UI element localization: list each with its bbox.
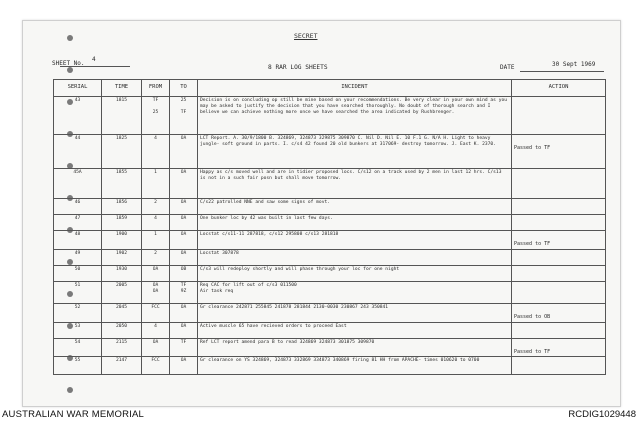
cell-time-text: 1815: [115, 98, 128, 103]
column-header-time: TIME: [102, 80, 142, 97]
cell-action: [512, 281, 606, 303]
cell-from: [142, 97, 170, 135]
cell-to-text: OA: [180, 250, 187, 256]
cell-to: [170, 249, 198, 265]
table-header-row: [54, 80, 606, 97]
cell-incident: [198, 215, 512, 231]
cell-incident: [198, 135, 512, 169]
sheet-number-underline: [60, 66, 130, 67]
cell-action: [512, 215, 606, 231]
cell-from-text: OA OA: [152, 282, 159, 294]
cell-from: [142, 135, 170, 169]
cell-serial: [54, 338, 102, 357]
cell-to: [170, 338, 198, 357]
cell-incident: [198, 231, 512, 250]
classification-marking: SECRET: [294, 32, 318, 40]
cell-from: [142, 265, 170, 281]
table-row: [54, 199, 606, 215]
cell-action: [512, 169, 606, 199]
cell-incident-text: C/s3 will redeploy shortly and will phase through your loc for one night: [200, 266, 400, 272]
cell-to: [170, 281, 198, 303]
cell-time: [102, 322, 142, 338]
column-header-action: ACTION: [512, 80, 606, 97]
cell-from-text: 2: [154, 250, 157, 256]
cell-action-text: Passed to TF: [514, 145, 551, 151]
cell-incident-text: Locstat 307878: [200, 250, 239, 256]
cell-serial: [54, 249, 102, 265]
cell-from: [142, 357, 170, 375]
cell-from-text: OA: [152, 339, 159, 345]
cell-time: [102, 169, 142, 199]
cell-from-text: 4: [154, 216, 157, 221]
cell-from-text: 4: [154, 136, 157, 141]
cell-from-text: 4: [154, 323, 157, 329]
cell-time-text: 2045: [115, 304, 128, 310]
cell-serial: [54, 265, 102, 281]
table-row: [54, 322, 606, 338]
table-row: [54, 135, 606, 169]
cell-serial-text: 55: [74, 358, 81, 364]
table-row: [54, 303, 606, 322]
cell-action: [512, 231, 606, 250]
cell-time: [102, 265, 142, 281]
date-value: 30 Sept 1969: [552, 61, 596, 68]
cell-to-text: OB: [180, 266, 187, 272]
cell-action: [512, 265, 606, 281]
table-row: [54, 215, 606, 231]
cell-to-text: OA: [180, 170, 187, 175]
cell-action-text: Passed to OB: [514, 313, 551, 320]
cell-action: [512, 135, 606, 169]
cell-incident: [198, 97, 512, 135]
footer-archive-name: AUSTRALIAN WAR MEMORIAL: [2, 409, 145, 420]
cell-from: [142, 322, 170, 338]
cell-serial-text: 53: [74, 323, 81, 329]
table-row: [54, 265, 606, 281]
column-header-serial: SERIAL: [54, 80, 102, 97]
cell-from: [142, 249, 170, 265]
column-header-to: TO: [170, 80, 198, 97]
cell-incident-text: Ref LCT report amend para B to read 324869 324873 301875 309870: [200, 339, 375, 345]
date-label: DATE: [500, 64, 515, 71]
date-underline: [520, 71, 604, 72]
cell-from-text: OA: [152, 266, 159, 272]
sheet-number-value: 4: [92, 56, 96, 63]
cell-serial: [54, 281, 102, 303]
cell-time-text: 1825: [115, 136, 128, 141]
cell-serial: [54, 303, 102, 322]
cell-serial: [54, 322, 102, 338]
cell-incident-text: Req CAC for lift out of c/s3 011500 Air task req: [200, 282, 297, 294]
cell-serial: [54, 169, 102, 199]
cell-time: [102, 97, 142, 135]
cell-serial: [54, 199, 102, 215]
cell-incident: [198, 338, 512, 357]
cell-time-text: 1900: [115, 232, 128, 237]
cell-serial-text: 51: [74, 282, 81, 288]
table-row: [54, 249, 606, 265]
cell-to: [170, 199, 198, 215]
cell-time-text: 1930: [115, 266, 128, 272]
cell-action: [512, 338, 606, 357]
cell-time-text: 2147: [115, 358, 128, 364]
cell-incident-text: Decision is on concluding op still be mine based on your recommendations. Be very clear in your own mind as you may be asked to justify the decision that you have searched thoroughly. No doubt of thorough search and I believe we can achieve nothing more once we have searched the area indicated by Rushbrenger.: [200, 98, 507, 115]
cell-action: [512, 303, 606, 322]
cell-incident: [198, 357, 512, 375]
cell-time: [102, 135, 142, 169]
sheet-number-label: SHEET No.: [52, 60, 85, 67]
cell-to: [170, 135, 198, 169]
cell-incident-text: Gr clearance 242871 255845 241878 281844 2130-0030 230867 243 350841: [200, 304, 389, 310]
cell-from: [142, 303, 170, 322]
cell-time-text: 2050: [115, 323, 128, 329]
cell-time-text: 2005: [115, 282, 128, 288]
punch-hole: [67, 67, 73, 73]
cell-to-text: OA: [180, 358, 187, 364]
cell-to: [170, 215, 198, 231]
cell-action: [512, 322, 606, 338]
cell-serial-text: 50: [74, 266, 81, 272]
cell-time: [102, 338, 142, 357]
cell-to: [170, 265, 198, 281]
cell-incident: [198, 281, 512, 303]
cell-to-text: 25 TF: [180, 98, 187, 115]
cell-time: [102, 199, 142, 215]
cell-serial-text: 45A: [73, 170, 82, 175]
cell-incident: [198, 169, 512, 199]
table-row: [54, 231, 606, 250]
cell-serial-text: 48: [74, 232, 81, 237]
cell-time-text: 1856: [115, 200, 128, 205]
cell-to-text: OA: [180, 232, 187, 237]
cell-to-text: TF 9Z: [180, 282, 187, 294]
table-row: [54, 338, 606, 357]
cell-from-text: 2: [154, 200, 157, 205]
cell-action: [512, 249, 606, 265]
cell-time: [102, 231, 142, 250]
cell-serial: [54, 231, 102, 250]
cell-time: [102, 249, 142, 265]
cell-action: [512, 357, 606, 375]
cell-time-text: 1855: [115, 170, 128, 175]
cell-to: [170, 357, 198, 375]
cell-serial-text: 52: [74, 304, 81, 310]
cell-serial-text: 44: [74, 136, 81, 141]
cell-from: [142, 338, 170, 357]
column-header-from: FROM: [142, 80, 170, 97]
cell-incident: [198, 265, 512, 281]
cell-from-text: FCC: [151, 304, 160, 310]
cell-to-text: OA: [180, 136, 187, 141]
cell-to: [170, 97, 198, 135]
cell-incident: [198, 249, 512, 265]
cell-time: [102, 357, 142, 375]
table-row: [54, 169, 606, 199]
cell-from: [142, 231, 170, 250]
cell-from-text: FCC: [151, 358, 160, 364]
cell-serial: [54, 357, 102, 375]
cell-time: [102, 303, 142, 322]
cell-to: [170, 303, 198, 322]
cell-incident-text: Active muscle 65 have recieved orders to proceed East: [200, 323, 347, 329]
cell-time-text: 2115: [115, 339, 128, 345]
cell-serial: [54, 97, 102, 135]
cell-time-text: 1859: [115, 216, 128, 221]
cell-action: [512, 199, 606, 215]
cell-incident-text: Gr clearance on YS 324869, 324873 332869 334873 340869 firing 81 HH from APACHE- times 010620 to 0700: [200, 358, 480, 364]
cell-serial: [54, 215, 102, 231]
cell-from: [142, 199, 170, 215]
cell-from-text: 1: [154, 170, 157, 175]
cell-incident: [198, 322, 512, 338]
cell-time-text: 1902: [115, 250, 128, 256]
footer-record-id: RCDIG1029448: [568, 409, 636, 420]
cell-incident-text: One bunker loc by 42 was built in last few days.: [200, 216, 333, 221]
cell-serial-text: 43: [74, 98, 81, 103]
column-header-incident: INCIDENT: [198, 80, 512, 97]
cell-incident-text: LCT Report. A. 30/9/1800 B. 324869, 324873 329875 309870 C. Nil D. Nil E. 10 F.1 G. N/A H. Light to heavy jungle- soft ground in parts. I. c/s4 42 found 20 old bunkers at 317069- destroy tomorrow. J. East K. 2370.: [200, 136, 496, 147]
cell-time: [102, 281, 142, 303]
log-table: [53, 79, 606, 375]
cell-serial-text: 46: [74, 200, 81, 205]
cell-action-text: Passed to TF: [514, 348, 551, 355]
cell-to-text: TF: [180, 339, 187, 345]
cell-to-text: OA: [180, 304, 187, 310]
cell-serial-text: 49: [74, 250, 81, 256]
cell-incident-text: C/s22 patrolled NNE and saw some signs of movt.: [200, 200, 330, 205]
cell-serial-text: 54: [74, 339, 81, 345]
cell-to-text: OA: [180, 200, 187, 205]
cell-incident-text: Happy as c/s moved well and are in tidier proposed locs. C/s12 on a track used by 2 men in last 12 hrs. C/s13 is not in a such fair posn but shall move tomorrow.: [200, 170, 502, 181]
cell-action-text: Passed to TF: [514, 241, 551, 247]
cell-serial: [54, 135, 102, 169]
cell-action: [512, 97, 606, 135]
cell-to-text: OA: [180, 216, 187, 221]
cell-from: [142, 215, 170, 231]
table-row: [54, 97, 606, 135]
cell-from: [142, 169, 170, 199]
log-table-body: [54, 97, 606, 375]
cell-to: [170, 322, 198, 338]
table-row: [54, 281, 606, 303]
cell-incident: [198, 303, 512, 322]
cell-from-text: TF 25: [152, 98, 159, 115]
cell-time: [102, 215, 142, 231]
cell-from-text: 1: [154, 232, 157, 237]
table-row: [54, 357, 606, 375]
cell-serial-text: 47: [74, 216, 81, 221]
cell-from: [142, 281, 170, 303]
cell-incident: [198, 199, 512, 215]
punch-hole: [67, 35, 73, 41]
cell-incident-text: Locstat c/s11-11 287818, c/s12 295808 c/s13 281818: [200, 232, 339, 237]
cell-to-text: OA: [180, 323, 187, 329]
log-sheet-title: 8 RAR LOG SHEETS: [268, 64, 328, 71]
punch-hole: [67, 387, 73, 393]
cell-to: [170, 231, 198, 250]
cell-to: [170, 169, 198, 199]
